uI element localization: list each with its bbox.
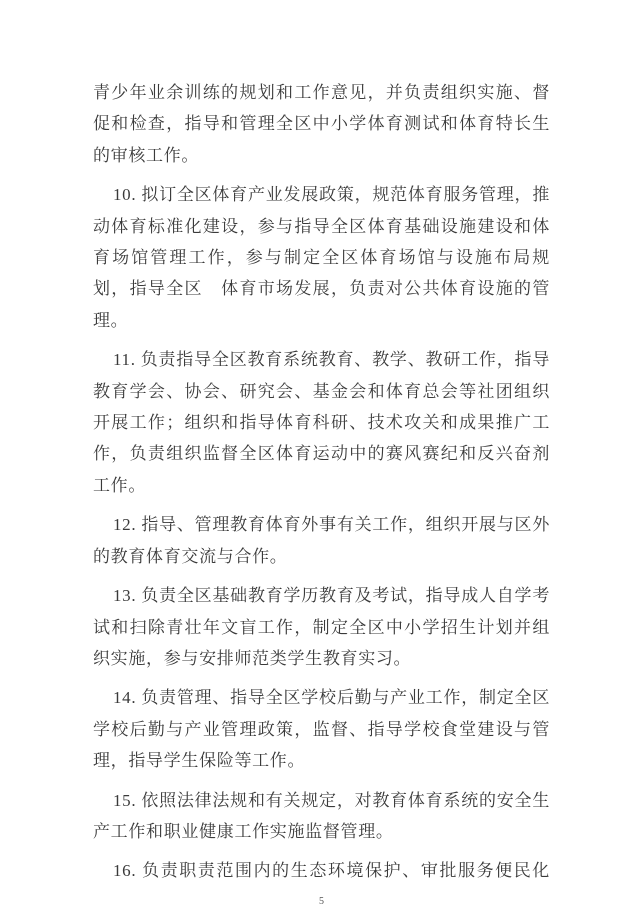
paragraph-item-12: 12. 指导、管理教育体育外事有关工作，组织开展与区外的教育体育交流与合作。 [93, 515, 550, 566]
paragraph-item-10: 10. 拟订全区体育产业发展政策，规范体育服务管理，推动体育标准化建设，参与指导全区体育基础设施建设和体育场馆管理工作，参与制定全区体育场馆与设施布局规划，指导全区 体育市场发展，负责对公共体育设施的管理。 [93, 185, 550, 330]
paragraph-item-13: 13. 负责全区基础教育学历教育及考试，指导成人自学考试和扫除青壮年文盲工作，制定全区中小学招生计划并组织实施，参与安排师范类学生教育实习。 [93, 586, 550, 668]
paragraph-item-14: 14. 负责管理、指导全区学校后勤与产业工作，制定全区学校后勤与产业管理政策，监督、指导学校食堂建设与管理，指导学生保险等工作。 [93, 688, 550, 771]
paragraph-item-16: 16. 负责职责范围内的生态环境保护、审批服务便民化 [113, 861, 550, 881]
paragraph-item-15: 15. 依照法律法规和有关规定，对教育体育系统的安全生产工作和职业健康工作实施监督管理。 [93, 790, 550, 841]
paragraph-item-11: 11. 负责指导全区教育系统教育、教学、教研工作，指导教育学会、协会、研究会、基金会和体育总会等社团组织开展工作；组织和指导体育科研、技术攻关和成果推广工作，负责组织监督全区体育运动中的赛风赛纪和反兴奋剂工作。 [93, 350, 550, 495]
page-number: 5 [319, 895, 324, 905]
paragraph-continuation: 青少年业余训练的规划和工作意见，并负责组织实施、督促和检查，指导和管理全区中小学体育测试和体育特长生的审核工作。 [93, 83, 550, 165]
